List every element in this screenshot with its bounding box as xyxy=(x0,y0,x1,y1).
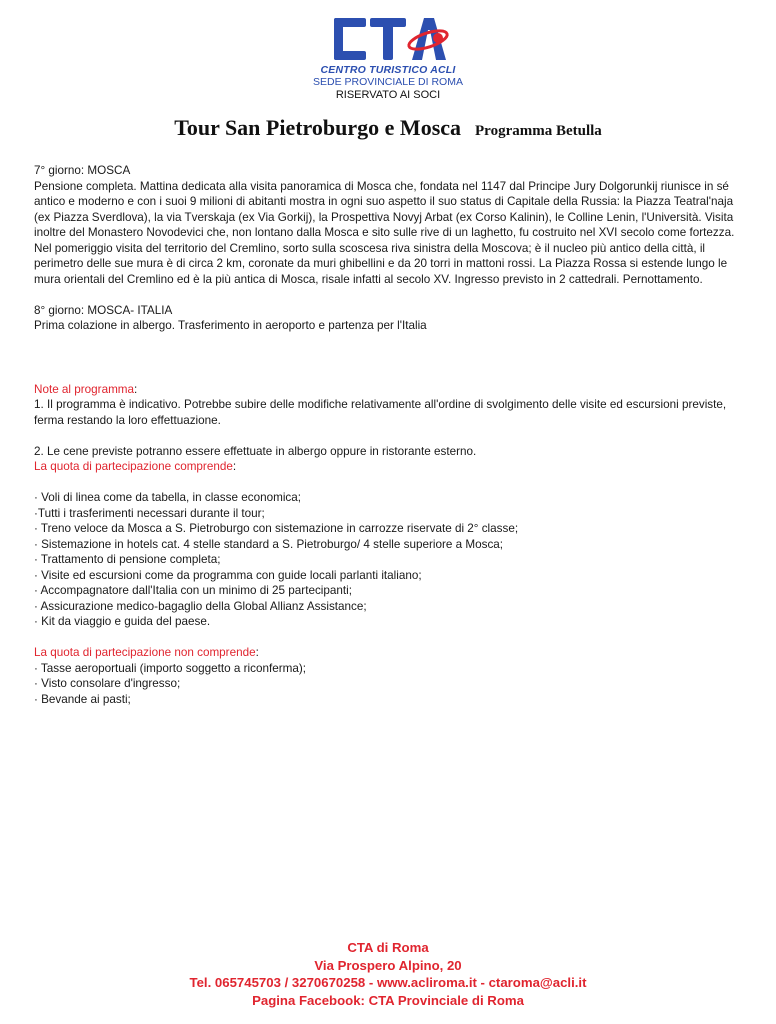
logo-line-1: CENTRO TURISTICO ACLI xyxy=(320,64,456,76)
notes-heading xyxy=(34,382,742,398)
cta-logo xyxy=(0,14,776,101)
day-7-text: Pensione completa. Mattina dedicata alla visita panoramica di Mosca che, fondata nel 1147 dal Principe Jury Dolgorunkij riunisce in sé antico e moderno e con i suoi 9 milioni di abitanti mostra in ogni suo aspetto il suo status di Capitale della Russia: la Piazza Teatral'naja (ex Piazza Sverdlova), la via Tverskaja (ex Via Gorkij), la Prospettiva Novyj Arbat (ex Corso Kalinin), le Colline Lenin, l'Università. Visita inoltre del Monastero Novodevici che, non lontano dalla Mosca e sito sulle rive di un laghetto, fu costruito nel XVI secolo come fortezza. Nel pomeriggio visita del territorio del Cremlino, sorto sulla scoscesa riva sinistra della Moscova; è il nucleo più antico della città, il perimetro delle sue mura è di circa 2 km, coronate da muri ghibellini e da 20 torri in mattoni rossi. La Piazza Rossa si estende lungo le mura orientali del Cremlino ed è la più antica di Mosca, risale infatti al secolo XV. Ingresso previsto in 2 cattedrali. Pernottamento. xyxy=(34,179,735,286)
excludes-list xyxy=(34,661,742,708)
excludes-heading-label: La quota di partecipazione non comprende xyxy=(34,646,256,659)
excludes-heading-colon: : xyxy=(255,646,259,659)
list-item: · Bevande ai pasti; xyxy=(34,692,131,706)
cta-logo-mark xyxy=(326,14,450,64)
includes-heading-colon: : xyxy=(232,460,237,473)
list-item: · Accompagnatore dall'Italia con un minimo di 25 partecipanti; xyxy=(34,584,352,597)
title-main: Tour San Pietroburgo e Mosca xyxy=(174,115,462,140)
footer-facebook: Pagina Facebook: CTA Provinciale di Roma xyxy=(252,992,524,1008)
list-item: · Sistemazione in hotels cat. 4 stelle standard a S. Pietroburgo/ 4 stelle superiore a Mosca; xyxy=(34,537,504,551)
footer-address: Via Prospero Alpino, 20 xyxy=(314,957,462,973)
includes-heading xyxy=(34,459,742,475)
day-8-text: Prima colazione in albergo. Trasferimento in aeroporto e partenza per l'Italia xyxy=(34,319,427,332)
list-item: · Assicurazione medico-bagaglio della Global Allianz Assistance; xyxy=(34,599,367,613)
includes-list xyxy=(34,490,742,630)
logo-line-2: SEDE PROVINCIALE DI ROMA xyxy=(313,76,463,88)
list-item: · Treno veloce da Mosca a S. Pietroburgo con sistemazione in carrozze riservate di 2° classe; xyxy=(34,522,519,535)
contact-footer xyxy=(0,939,776,1009)
list-item: · Voli di linea come da tabella, in classe economica; xyxy=(34,491,302,504)
program-content xyxy=(34,163,742,707)
note-item-2: 2. Le cene previste potranno essere effettuate in albergo oppure in ristorante esterno. xyxy=(34,444,477,458)
page-title xyxy=(0,115,776,141)
day-7-heading: 7° giorno: MOSCA xyxy=(34,164,131,177)
list-item: · Tasse aeroportuali (importo soggetto a riconferma); xyxy=(34,661,306,675)
notes-heading-colon: : xyxy=(134,382,138,396)
note-item-1: 1. Il programma è indicativo. Potrebbe subire delle modifiche relativamente all'ordine di svolgimento delle visite ed escursioni previste, ferma restando la loro effettuazione. xyxy=(34,398,727,427)
list-item: ·Tutti i trasferimenti necessari durante il tour; xyxy=(34,506,265,520)
footer-contacts: Tel. 065745703 / 3270670258 - www.acliroma.it - ctaroma@acli.it xyxy=(189,975,587,990)
includes-heading-label: La quota di partecipazione comprende xyxy=(34,460,233,473)
day-8-heading: 8° giorno: MOSCA- ITALIA xyxy=(34,303,173,317)
list-item: · Trattamento di pensione completa; xyxy=(34,553,221,566)
notes-heading-label: Note al programma xyxy=(34,382,135,396)
excludes-heading xyxy=(34,645,742,661)
logo-line-3: RISERVATO AI SOCI xyxy=(335,89,441,101)
list-item: · Kit da viaggio e guida del paese. xyxy=(34,615,211,628)
title-sub: Programma Betulla xyxy=(475,123,602,139)
list-item: · Visto consolare d'ingresso; xyxy=(34,677,181,690)
list-item: · Visite ed escursioni come da programma con guide locali parlanti italiano; xyxy=(34,568,422,582)
footer-line-1: CTA di Roma xyxy=(347,940,429,955)
